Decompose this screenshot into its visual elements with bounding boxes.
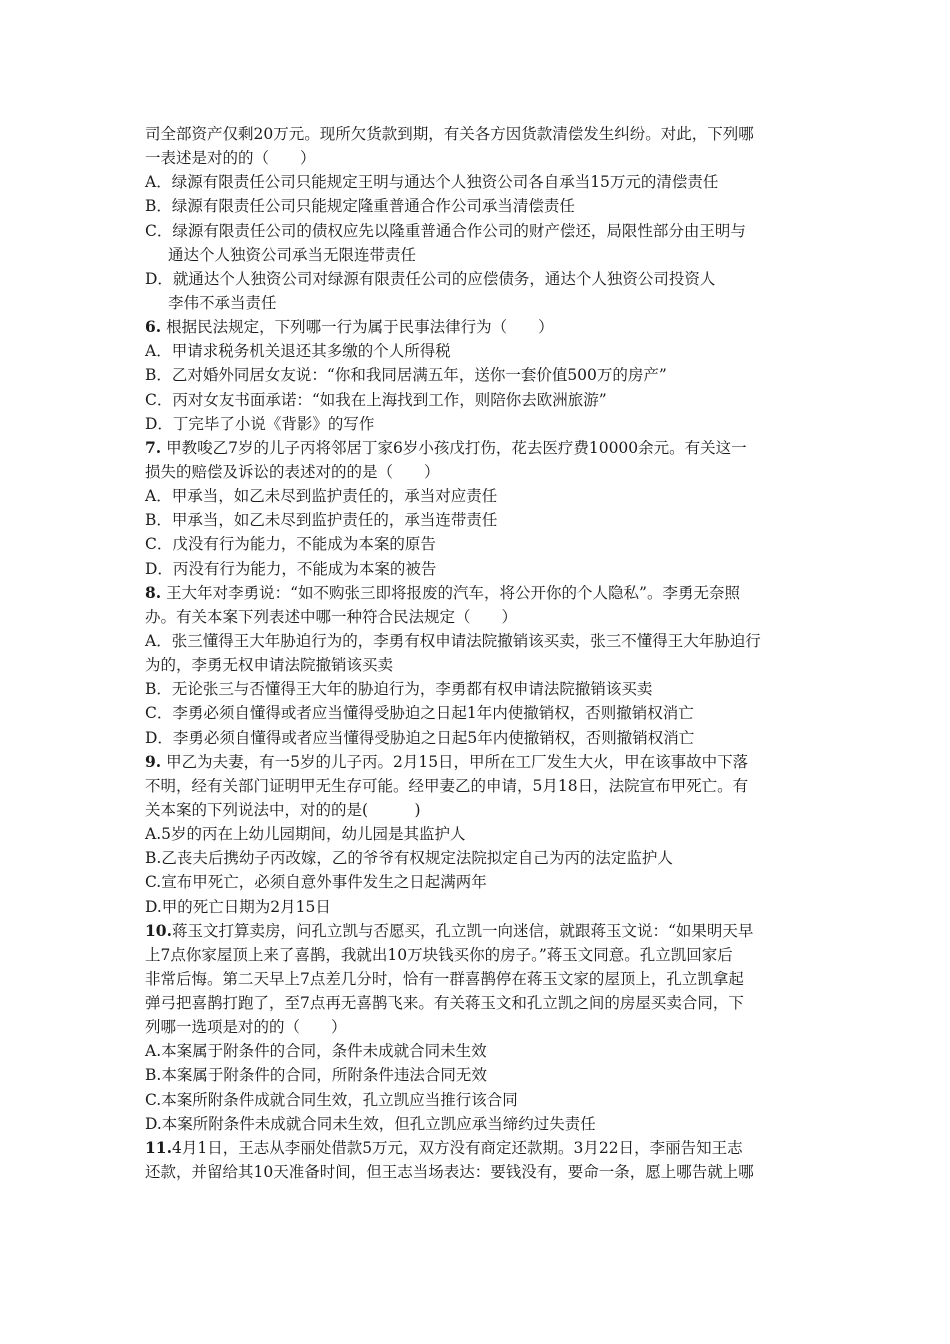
line-text: 列哪一选项是对的的（ ） (145, 1018, 347, 1037)
line-text: B.本案属于附条件的合同，所附条件违法合同无效 (145, 1066, 487, 1085)
line-text: 上7点你家屋顶上来了喜鹊，我就出10万块钱买你的房子。”蒋玉文同意。孔立凯回家后 (145, 945, 733, 964)
line-text: B．乙对婚外同居女友说：“你和我同居满五年，送你一套价值500万的房产” (145, 366, 667, 385)
line-text: A.本案属于附条件的合同，条件未成就合同未生效 (145, 1042, 487, 1061)
line-text: 关本案的下列说法中，对的的是( ) (145, 800, 421, 819)
line-text: 王大年对李勇说：“如不购张三即将报废的汽车，将公开你的个人隐私”。李勇无奈照 (161, 583, 740, 602)
text-line (145, 219, 815, 243)
text-line (145, 388, 815, 412)
line-text: D．李勇必须自懂得或者应当懂得受胁迫之日起5年内使撤销权，否则撤销权消亡 (145, 728, 695, 747)
text-line (145, 170, 815, 194)
question-line (145, 919, 815, 943)
text-line (145, 243, 815, 267)
text-line (145, 291, 815, 315)
line-text: A．甲请求税务机关退还其多缴的个人所得税 (145, 342, 451, 361)
line-text: D．丙没有行为能力，不能成为本案的被告 (145, 559, 437, 578)
line-text: 弹弓把喜鹊打跑了，至7点再无喜鹊飞来。有关蒋玉文和孔立凯之间的房屋买卖合同，下 (145, 994, 744, 1013)
line-text: 损失的赔偿及诉讼的表述对的的是（ ） (145, 462, 440, 481)
question-number: 6. (145, 317, 162, 337)
line-text: C.本案所附条件成就合同生效，孔立凯应当推行该合同 (145, 1090, 518, 1109)
text-line (145, 701, 815, 725)
text-line (145, 870, 815, 894)
text-line (145, 1039, 815, 1063)
text-line (145, 629, 815, 653)
text-line (145, 726, 815, 750)
text-line (145, 1088, 815, 1112)
line-text: 根据民法规定，下列哪一行为属于民事法律行为（ ） (161, 318, 554, 337)
line-text: B．无论张三与否懂得王大年的胁迫行为，李勇都有权申请法院撤销该买卖 (145, 680, 653, 699)
line-text: A.5岁的丙在上幼儿园期间，幼儿园是其监护人 (145, 825, 466, 844)
line-text: B．绿源有限责任公司只能规定隆重普通合作公司承当清偿责任 (145, 197, 575, 216)
line-text: 办。有关本案下列表述中哪一种符合民法规定（ ） (145, 607, 518, 626)
line-text: 不明，经有关部门证明甲无生存可能。经甲妻乙的申请，5月18日，法院宣布甲死亡。有 (145, 776, 749, 795)
text-line (145, 798, 815, 822)
text-line (145, 895, 815, 919)
text-line (145, 822, 815, 846)
text-line (145, 774, 815, 798)
text-line (145, 484, 815, 508)
text-line (145, 460, 815, 484)
line-text: 司全部资产仅剩20万元。现所欠货款到期，有关各方因货款清偿发生纠纷。对此，下列哪 (145, 125, 754, 143)
line-text: 李伟不承当责任 (168, 293, 277, 312)
line-text: D．就通达个人独资公司对绿源有限责任公司的应偿债务，通达个人独资公司投资人 (145, 269, 716, 288)
text-line (145, 846, 815, 870)
line-text: 4月1日，王志从李丽处借款5万元，双方没有商定还款期。3月22日，李丽告知王志 (171, 1138, 743, 1157)
line-text: A．张三懂得王大年胁迫行为的，李勇有权申请法院撤销该买卖，张三不懂得王大年胁迫行 (145, 631, 761, 650)
question-line (145, 1136, 815, 1160)
text-line (145, 557, 815, 581)
question-number: 8. (145, 582, 162, 602)
text-line (145, 677, 815, 701)
line-text: C．丙对女友书面承诺：“如我在上海找到工作，则陪你去欧洲旅游” (145, 390, 607, 409)
question-number: 10. (145, 920, 172, 940)
line-text: B．甲承当，如乙未尽到监护责任的，承当连带责任 (145, 511, 498, 530)
document-body (145, 122, 815, 1184)
line-text: D.甲的死亡日期为2月15日 (145, 897, 331, 916)
line-text: 蒋玉文打算卖房，问孔立凯与否愿买，孔立凯一向迷信，就跟蒋玉文说：“如果明天早 (171, 921, 754, 940)
text-line (145, 1160, 815, 1184)
text-line (145, 653, 815, 677)
question-line (145, 436, 815, 460)
line-text: C．绿源有限责任公司的债权应先以隆重普通合作公司的财产偿还，局限性部分由王明与 (145, 221, 746, 240)
line-text: 为的，李勇无权申请法院撤销该买卖 (145, 656, 394, 675)
text-line (145, 967, 815, 991)
text-line (145, 146, 815, 170)
line-text: C．戊没有行为能力，不能成为本案的原告 (145, 535, 436, 554)
text-line (145, 943, 815, 967)
text-line (145, 991, 815, 1015)
text-line (145, 532, 815, 556)
line-text: 甲教唆乙7岁的儿子丙将邻居丁家6岁小孩戊打伤，花去医疗费10000余元。有关这一 (161, 438, 747, 457)
line-text: D.本案所附条件未成就合同未生效，但孔立凯应承当缔约过失责任 (145, 1114, 596, 1133)
text-line (145, 508, 815, 532)
line-text: 非常后悔。第二天早上7点差几分时，恰有一群喜鹊停在蒋玉文家的屋顶上，孔立凯拿起 (145, 969, 744, 988)
line-text: D．丁完毕了小说《背影》的写作 (145, 414, 375, 433)
line-text: A．绿源有限责任公司只能规定王明与通达个人独资公司各自承当15万元的清偿责任 (145, 173, 719, 192)
text-line (145, 1015, 815, 1039)
text-line (145, 363, 815, 387)
text-line (145, 1063, 815, 1087)
question-line (145, 581, 815, 605)
question-number: 7. (145, 437, 162, 457)
question-line (145, 750, 815, 774)
text-line (145, 1112, 815, 1136)
question-number: 11. (145, 1137, 172, 1157)
line-text: B.乙丧夫后携幼子丙改嫁，乙的爷爷有权规定法院拟定自己为丙的法定监护人 (145, 849, 673, 868)
line-text: C．李勇必须自懂得或者应当懂得受胁迫之日起1年内使撤销权，否则撤销权消亡 (145, 704, 694, 723)
text-line (145, 339, 815, 363)
line-text: 还款，并留给其10天准备时间，但王志当场表达：要钱没有，要命一条，愿上哪告就上哪 (145, 1163, 754, 1182)
line-text: 通达个人独资公司承当无限连带责任 (168, 245, 417, 264)
text-line (145, 412, 815, 436)
text-line (145, 122, 815, 146)
text-line (145, 605, 815, 629)
question-number: 9. (145, 751, 162, 771)
line-text: 甲乙为夫妻，有一5岁的儿子丙。2月15日，甲所在工厂发生大火，甲在该事故中下落 (161, 752, 749, 771)
line-text: C.宣布甲死亡，必须自意外事件发生之日起满两年 (145, 873, 487, 892)
text-line (145, 194, 815, 218)
line-text: A．甲承当，如乙未尽到监护责任的，承当对应责任 (145, 487, 498, 506)
line-text: 一表述是对的的（ ） (145, 149, 316, 168)
question-line (145, 315, 815, 339)
text-line (145, 267, 815, 291)
